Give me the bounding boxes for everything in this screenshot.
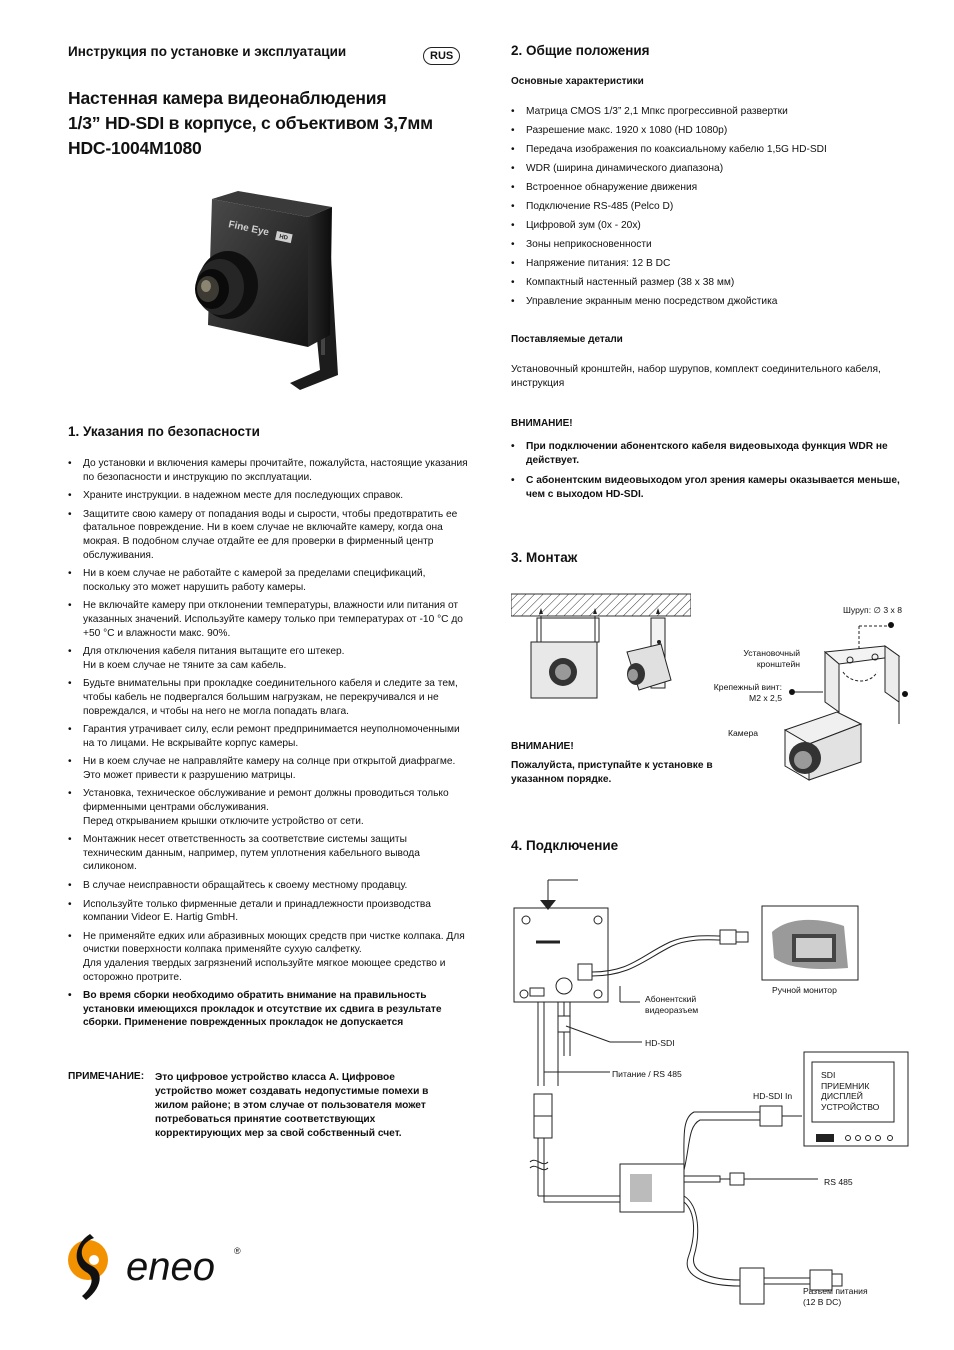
title-line-2: 1/3” HD-SDI в корпусе, с объективом 3,7мм (68, 113, 433, 133)
ceiling-mount-diagram (511, 592, 691, 712)
eneo-logo (64, 1230, 254, 1310)
list-item: • Матрица CMOS 1/3” 2,1 Мпкс прогрессивной развертки (511, 105, 911, 119)
list-item: • С абонентским видеовыходом угол зрения камеры оказывается меньше, чем с выходом HD-SDI. (511, 474, 906, 501)
logo-wordmark: eneo (126, 1245, 215, 1289)
note-text: Это цифровое устройство класса А. Цифровое устройство может создавать недопустимые помехи в жилом районе; в этом случае от пользователя может потребоваться принятие соответствующих корректирующих мер за свой собственный счет. (155, 1072, 429, 1139)
list-item: • Ни в коем случае не работайте с камерой за пределами спецификаций, поскольку это может нарушить работу камеры. (68, 567, 468, 594)
mounting-warning-text: Пожалуйста, приступайте к установке в указанном порядке. (511, 760, 713, 785)
screw-label: Шуруп: ∅ 3 x 8 (843, 605, 902, 615)
list-item: • До установки и включения камеры прочитайте, пожалуйста, настоящие указания по безопасности и инструкцию по эксплуатации. (68, 457, 468, 484)
title-line-3: HDC-1004M1080 (68, 138, 202, 158)
rs485-label: RS 485 (824, 1177, 853, 1187)
list-item: • Напряжение питания: 12 В DC (511, 257, 911, 271)
sdi-receiver-label: SDI ПРИЕМНИК ДИСПЛЕЙ УСТРОЙСТВО (821, 1070, 880, 1112)
list-item: • Разрешение макс. 1920 x 1080 (HD 1080p) (511, 124, 911, 138)
list-item: • Не применяйте едких или абразивных моющих средств при чистке колпака. Для очистки поверхности колпака применяйте сухую салфетку. Для удаления твердых загрязнений используйте мягкое моющее средство и осторожно протрите. (68, 930, 468, 984)
title-line-1: Настенная камера видеонаблюдения (68, 88, 387, 108)
list-item: • Используйте только фирменные детали и принадлежности производства компании Videor E. Hartig GmbH. (68, 898, 468, 925)
list-item: • Установка, техническое обслуживание и ремонт должны проводиться только фирменными центрами обслуживания. Перед открыванием крышки отключите устройство от сети. (68, 787, 468, 828)
camera-hd-badge: HD (278, 234, 289, 242)
bracket-assembly-diagram (765, 612, 915, 782)
features-heading: Основные характеристики (511, 76, 644, 87)
subscriber-video-label: Абонентский видеоразъем (645, 994, 699, 1015)
list-item: • WDR (ширина динамического диапазона) (511, 162, 911, 176)
camera-brand-label: Fine Eye (227, 219, 270, 239)
list-item: • В случае неисправности обращайтесь к своему местному продавцу. (68, 879, 468, 893)
handheld-monitor-label: Ручной монитор (772, 985, 837, 995)
fixing-screw-label: Крепежный винт: M2 x 2,5 (713, 682, 782, 703)
general-warning-heading: ВНИМАНИЕ! (511, 418, 573, 429)
safety-gasket-warning: • Во время сборки необходимо обратить внимание на правильность установки имеющихся прокладок и отсутствие их сдвига в результате сборки. Применение поврежденных прокладок не допускается (68, 989, 468, 1030)
bracket-label: Установочный кронштейн (743, 648, 800, 669)
supplied-text: Установочный кронштейн, набор шурупов, комплект соединительного кабеля, инструкция (511, 364, 881, 389)
list-item: • Монтажник несет ответственность за соответствие системы защиты техническим данным, например, путем уплотнения кабельного вывода силиконом. (68, 833, 468, 874)
note-label: ПРИМЕЧАНИЕ: (68, 1071, 145, 1082)
hd-sdi-in-label: HD-SDI In (753, 1091, 793, 1101)
list-item: • Храните инструкции. в надежном месте для последующих справок. (68, 489, 468, 503)
mounting-heading: 3. Монтаж (511, 550, 578, 565)
features-list (511, 105, 911, 314)
list-item: • Ни в коем случае не направляйте камеру на солнце при открытой диафрагме. Это может привести к разрушению матрицы. (68, 755, 468, 782)
logo-orange-circle (68, 1240, 108, 1280)
mounting-warning-heading: ВНИМАНИЕ! (511, 741, 574, 752)
power-rs485-label: Питание / RS 485 (612, 1069, 682, 1079)
list-item: • Для отключения кабеля питания вытащите его штекер. Ни в коем случае не тяните за сам кабель. (68, 645, 468, 672)
list-item: • Гарантия утрачивает силу, если ремонт предпринимается неуполномоченными на то лицами. Не вскрывайте корпус камеры. (68, 723, 468, 750)
list-item: • Защитите свою камеру от попадания воды и сырости, чтобы предотвратить ее фатальное повреждение. Ни в коем случае не включайте камеру, когда она мокрая. В подобном случае отдайте ее для проверки в фирменный центр обслуживания. (68, 508, 468, 562)
list-item: • Цифровой зум (0x - 20x) (511, 219, 911, 233)
camera-product-image (180, 185, 355, 395)
list-item: • При подключении абонентского кабеля видеовыхода функция WDR не действует. (511, 440, 906, 467)
hd-sdi-label: HD-SDI (645, 1038, 675, 1048)
language-badge: RUS (423, 47, 460, 65)
connection-heading: 4. Подключение (511, 838, 619, 853)
warnings-list (511, 440, 906, 508)
power-connector-label: Разъем питания (12 В DC) (803, 1286, 868, 1307)
camera-label: Камера (728, 728, 759, 738)
supplied-heading: Поставляемые детали (511, 334, 623, 345)
list-item: • Компактный настенный размер (38 x 38 мм) (511, 276, 911, 290)
page-title (68, 86, 488, 161)
list-item: • Подключение RS-485 (Pelco D) (511, 200, 911, 214)
safety-heading: 1. Указания по безопасности (68, 424, 260, 439)
list-item: • Управление экранным меню посредством джойстика (511, 295, 911, 309)
safety-list (68, 457, 468, 1035)
list-item: • Встроенное обнаружение движения (511, 181, 911, 195)
document-type: Инструкция по установке и эксплуатации (68, 44, 347, 59)
list-item: • Передача изображения по коаксиальному кабелю 1,5G HD-SDI (511, 143, 911, 157)
list-item: • Будьте внимательны при прокладке соединительного кабеля и следите за тем, чтобы кабель не подвергался большим нагрузкам, не перекручивался и не повреждался, и чтобы на него не могла попадать влага. (68, 677, 468, 718)
general-heading: 2. Общие положения (511, 43, 650, 58)
logo-registered-mark: ® (234, 1246, 241, 1256)
list-item: • Не включайте камеру при отклонении температуры, влажности или питания от указанных значений. Используйте камеру только при температурах от -10 °C до +50 °C и влажности макс. 90%. (68, 599, 468, 640)
list-item: • Зоны неприкосновенности (511, 238, 911, 252)
